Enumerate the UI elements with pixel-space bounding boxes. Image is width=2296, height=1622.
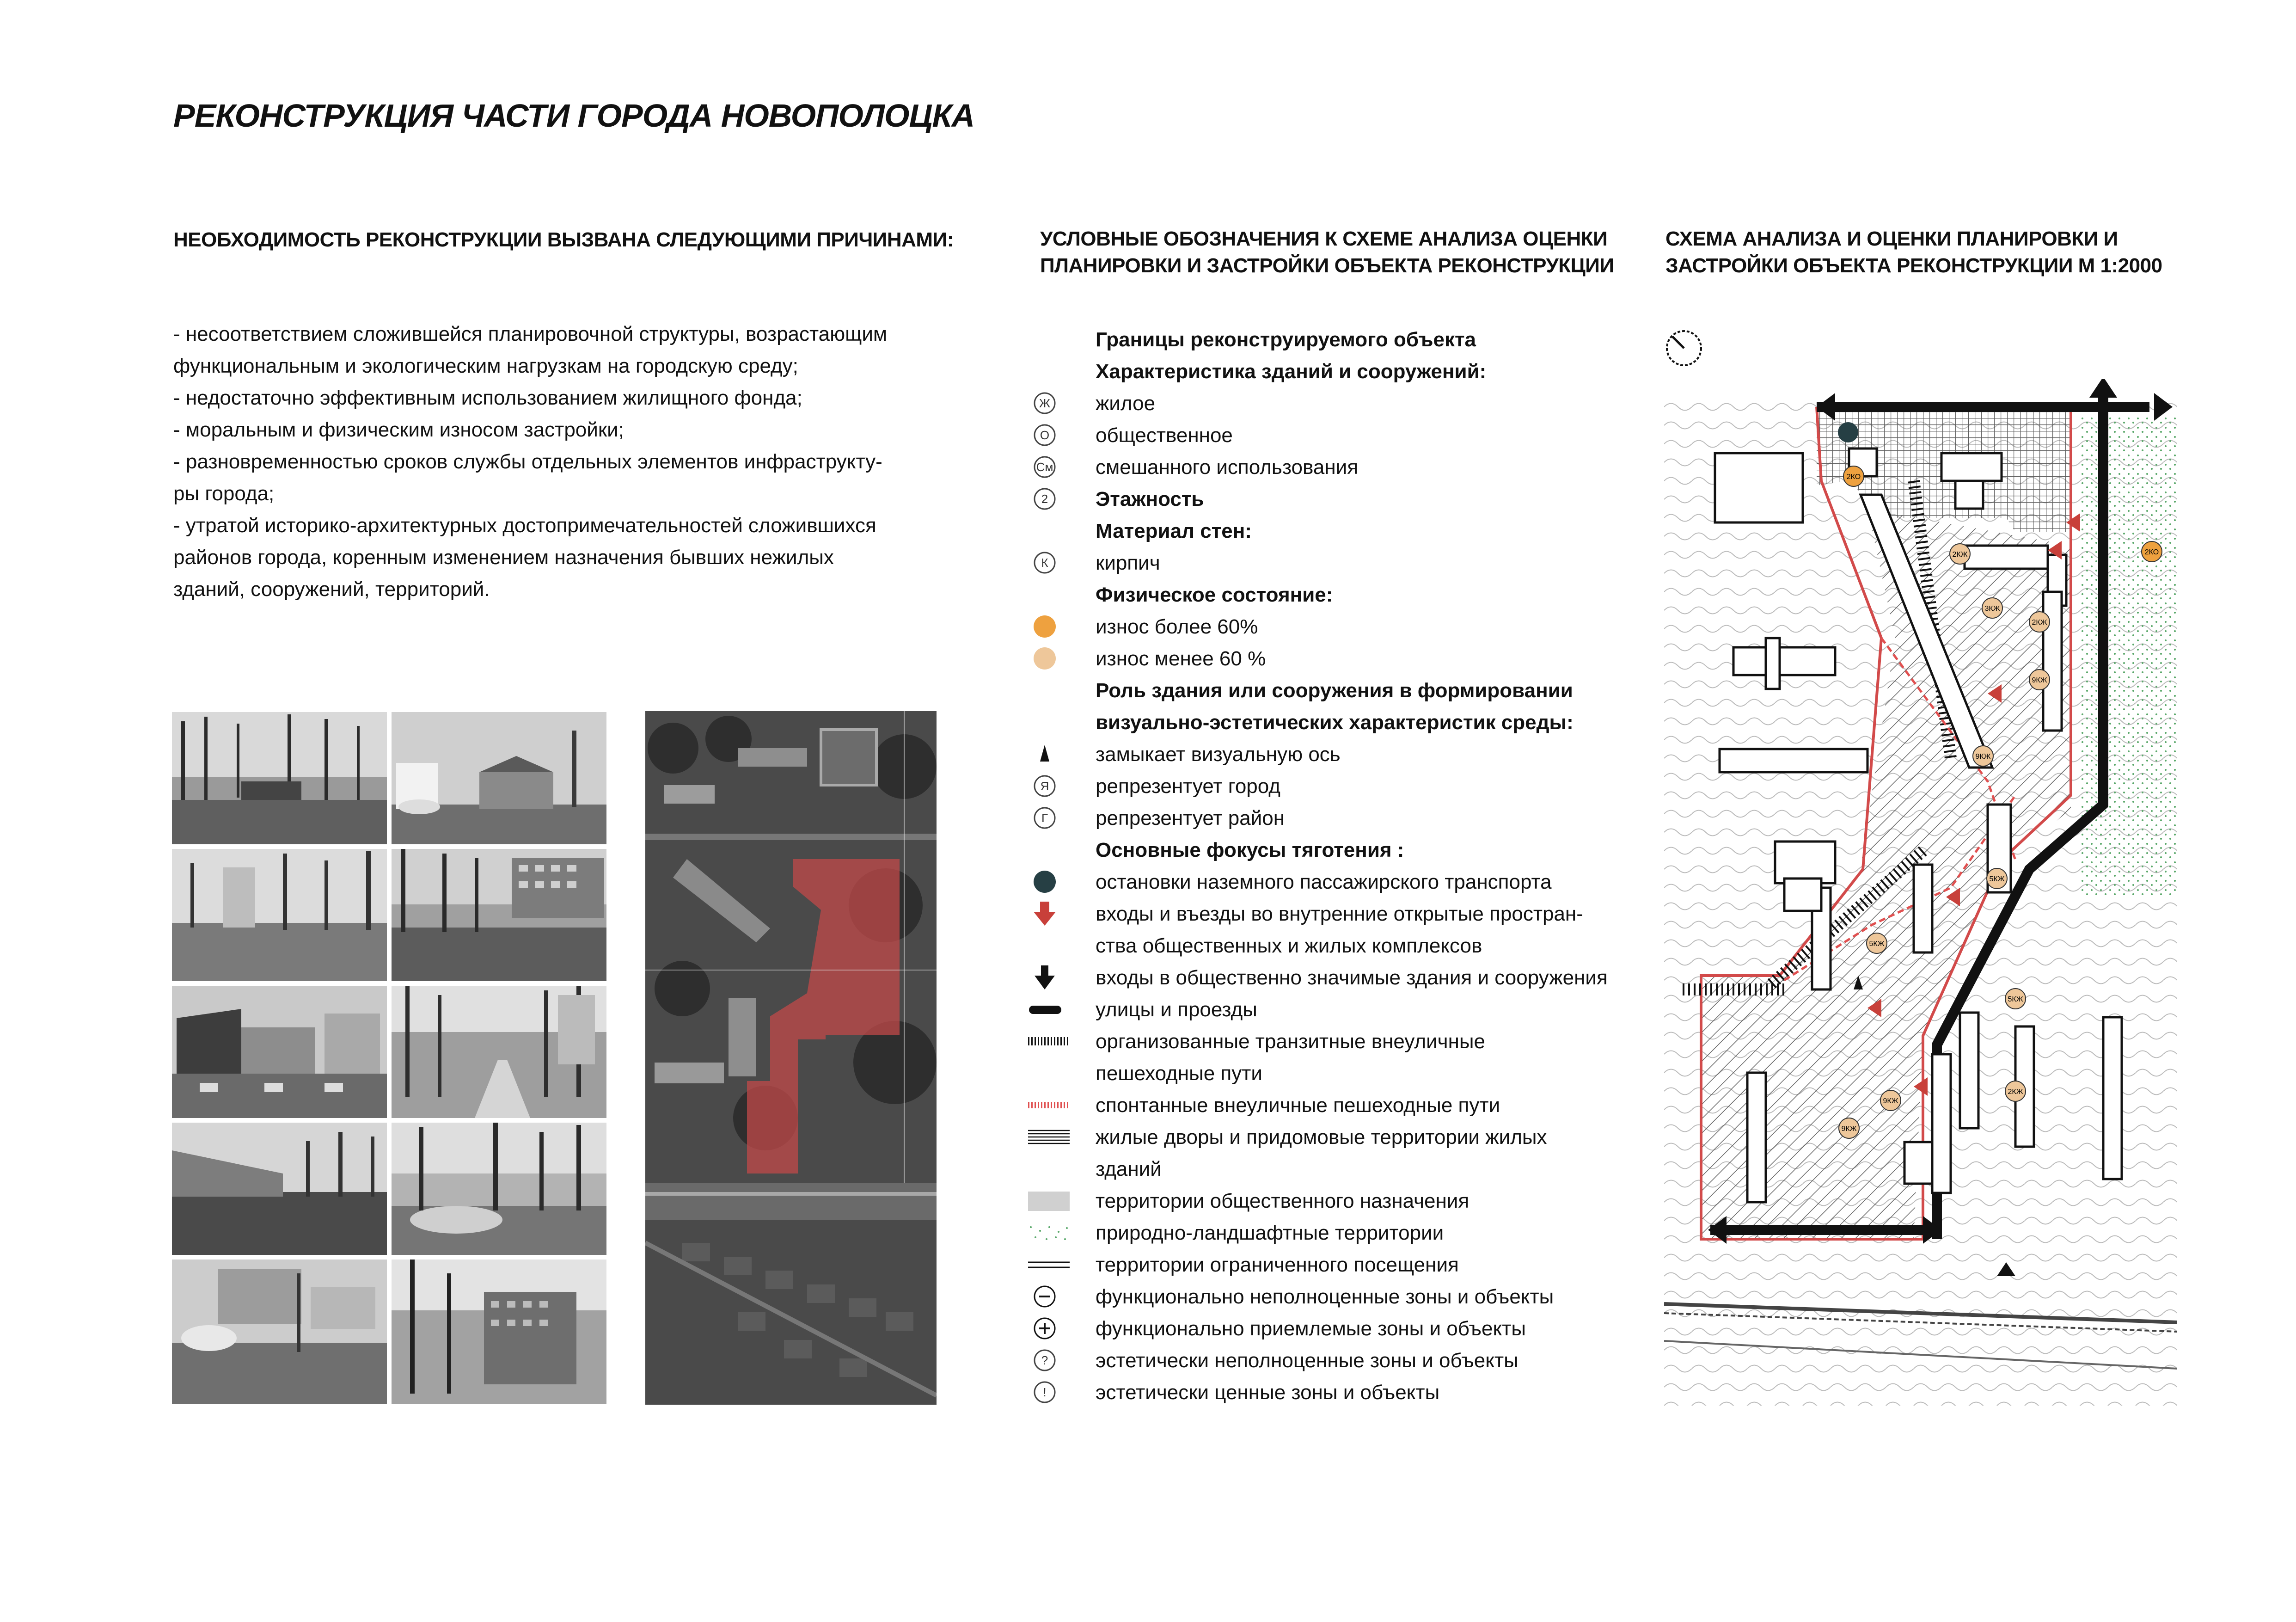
landscape-dots-icon [1026, 1217, 1071, 1249]
legend-spacer [1026, 579, 1071, 611]
legend-label: зданий [1096, 1158, 1162, 1180]
legend-item [1026, 1281, 1627, 1313]
legend-label: Характеристика зданий и сооружений: [1096, 360, 1487, 383]
circle-letter-icon [1026, 419, 1071, 451]
site-photo [392, 849, 606, 981]
building-marker-label: 2КО [2144, 548, 2159, 556]
circle-letter-icon [1026, 770, 1071, 802]
legend-glyph: См [1036, 460, 1053, 474]
legend-spacer [1026, 834, 1071, 866]
legend-label: пешеходные пути [1096, 1062, 1262, 1085]
legend-item [1026, 451, 1627, 483]
triangle-icon [1026, 738, 1071, 770]
building-marker-label: 9КЖ [1975, 753, 1991, 761]
legend-item [1026, 547, 1627, 579]
restricted-double-line-icon [1026, 1249, 1071, 1281]
courtyard-lines-icon [1026, 1121, 1071, 1153]
building-marker-label: 2КО [1846, 473, 1861, 481]
legend-item [1026, 898, 1627, 930]
legend-item [1026, 324, 1627, 356]
building-marker-label: 9КЖ [1841, 1125, 1857, 1133]
legend-label: спонтанные внеуличные пешеходные пути [1096, 1094, 1500, 1117]
legend-item [1026, 1313, 1627, 1345]
black-arrow-icon [1026, 962, 1071, 994]
legend-spacer [1026, 707, 1071, 738]
legend-glyph: К [1041, 556, 1048, 570]
legend-label: эстетически ценные зоны и объекты [1096, 1381, 1440, 1404]
photo-grid [172, 712, 606, 1404]
legend-glyph: ! [1043, 1385, 1047, 1399]
legend-item [1026, 1345, 1627, 1376]
legend-heading-2: ПЛАНИРОВКИ И ЗАСТРОЙКИ ОБЪЕКТА РЕКОНСТРУКЦИИ [1040, 254, 1614, 277]
building-marker-label: 9КЖ [1883, 1097, 1898, 1105]
building-marker-label: 9КЖ [2032, 676, 2047, 684]
legend-item [1026, 611, 1627, 643]
scheme-heading-2: ЗАСТРОЙКИ ОБЪЕКТА РЕКОНСТРУКЦИИ М 1:2000 [1665, 254, 2162, 277]
legend-label: Основные фокусы тяготения : [1096, 839, 1404, 861]
legend-item [1026, 738, 1627, 770]
reason-line: ры города; [173, 482, 275, 505]
site-photo [392, 712, 606, 844]
legend-label: Роль здания или сооружения в формировании [1096, 679, 1573, 702]
legend-item [1026, 483, 1627, 515]
legend-item [1026, 387, 1627, 419]
reason-line: - утратой историко-архитектурных достопримечательностей сложившихся [173, 514, 876, 537]
spontaneous-hatch-icon [1026, 1089, 1071, 1121]
legend-glyph: ? [1041, 1353, 1048, 1367]
legend-item [1026, 802, 1627, 834]
legend-glyph: Я [1040, 779, 1049, 793]
site-photo [392, 1260, 606, 1404]
site-photo [172, 712, 387, 844]
legend-label: репрезентует район [1096, 807, 1285, 829]
legend-label: входы и въезды во внутренние открытые простран- [1096, 903, 1583, 925]
legend-label: визуально-эстетических характеристик среды: [1096, 711, 1574, 734]
aerial-map [645, 711, 937, 1405]
street-bar-icon [1026, 994, 1071, 1026]
legend-item [1026, 1026, 1627, 1057]
building-marker-label: 5КЖ [2008, 995, 2023, 1003]
circle-letter-icon [1026, 1345, 1071, 1376]
building-marker-label: 5КЖ [1869, 940, 1885, 948]
legend-label: природно-ландшафтные территории [1096, 1222, 1444, 1244]
legend-label: замыкает визуальную ось [1096, 743, 1341, 766]
circle-letter-icon [1026, 451, 1071, 483]
legend-item [1026, 866, 1627, 898]
circle-letter-icon [1026, 1376, 1071, 1408]
legend-spacer [1026, 356, 1071, 387]
legend-glyph: Г [1041, 811, 1048, 825]
site-photo [172, 1260, 387, 1404]
legend-label: смешанного использования [1096, 456, 1359, 479]
legend-spacer [1026, 1153, 1071, 1185]
compass-icon [1663, 327, 1705, 369]
reason-line: функциональным и экологическим нагрузкам на городскую среду; [173, 355, 798, 377]
site-photo [392, 1123, 606, 1255]
legend-item [1026, 770, 1627, 802]
legend-item [1026, 1185, 1627, 1217]
legend-label: эстетически неполноценные зоны и объекты [1096, 1349, 1518, 1372]
reason-line: зданий, сооружений, территорий. [173, 578, 490, 601]
site-photo [172, 1123, 387, 1255]
legend-glyph: О [1040, 428, 1050, 442]
legend-label: износ менее 60 % [1096, 647, 1266, 670]
reason-line: - моральным и физическим износом застройки; [173, 418, 624, 441]
legend-item [1026, 962, 1627, 994]
legend-label: Физическое состояние: [1096, 584, 1333, 606]
legend-label: остановки наземного пассажирского транспорта [1096, 871, 1552, 893]
legend-glyph: Ж [1039, 396, 1051, 410]
legend-item [1026, 356, 1627, 387]
legend-label: кирпич [1096, 552, 1160, 574]
peach-dot-icon [1026, 643, 1071, 675]
legend-item [1026, 1057, 1627, 1089]
legend-label: износ более 60% [1096, 615, 1258, 638]
legend-item [1026, 515, 1627, 547]
legend-label: территории общественного назначения [1096, 1190, 1469, 1212]
legend-spacer [1026, 515, 1071, 547]
site-photo [172, 849, 387, 981]
legend-item [1026, 994, 1627, 1026]
circle-minus-icon [1026, 1281, 1071, 1313]
circle-letter-icon [1026, 387, 1071, 419]
legend-label: ства общественных и жилых комплексов [1096, 934, 1482, 957]
legend-item [1026, 1121, 1627, 1153]
legend-item [1026, 675, 1627, 707]
legend-label: территории ограниченного посещения [1096, 1253, 1459, 1276]
site-photo [172, 986, 387, 1118]
legend-item [1026, 579, 1627, 611]
legend-label: улицы и проезды [1096, 998, 1257, 1021]
legend-item [1026, 707, 1627, 738]
teal-dot-icon [1026, 866, 1071, 898]
building-marker-label: 5КЖ [1989, 875, 2005, 883]
circle-letter-icon [1026, 483, 1071, 515]
building-marker-label: 3КЖ [1984, 605, 2000, 613]
legend-item [1026, 930, 1627, 962]
transit-hatch-icon [1026, 1026, 1071, 1057]
legend-label: Материал стен: [1096, 520, 1252, 542]
legend-spacer [1026, 675, 1071, 707]
legend-label: организованные транзитные внеуличные [1096, 1030, 1485, 1053]
orange-dot-icon [1026, 611, 1071, 643]
circle-letter-icon [1026, 547, 1071, 579]
legend-item [1026, 419, 1627, 451]
circle-plus-icon [1026, 1313, 1071, 1345]
legend-spacer [1026, 1057, 1071, 1089]
legend-item [1026, 1376, 1627, 1408]
legend-label: функционально приемлемые зоны и объекты [1096, 1317, 1526, 1340]
red-arrow-icon [1026, 898, 1071, 930]
scheme-heading-1: СХЕМА АНАЛИЗА И ОЦЕНКИ ПЛАНИРОВКИ И [1665, 227, 2118, 250]
reason-line: - несоответствием сложившейся планировочной структуры, возрастающим [173, 323, 888, 345]
reason-line: - разновременностью сроков службы отдельных элементов инфраструкту- [173, 450, 882, 473]
legend-spacer [1026, 324, 1071, 356]
public-area-swatch-icon [1026, 1185, 1071, 1217]
legend-label: жилые дворы и придомовые территории жилых [1096, 1126, 1547, 1149]
analysis-scheme-map [1664, 379, 2177, 1406]
legend-label: входы в общественно значимые здания и сооружения [1096, 966, 1608, 989]
legend-glyph: 2 [1041, 492, 1048, 506]
legend-spacer [1026, 930, 1071, 962]
legend-label: Границы реконструируемого объекта [1096, 328, 1476, 351]
reasons-heading: НЕОБХОДИМОСТЬ РЕКОНСТРУКЦИИ ВЫЗВАНА СЛЕДУЮЩИМИ ПРИЧИНАМИ: [173, 228, 954, 251]
site-photo [392, 986, 606, 1118]
reason-line: районов города, коренным изменением назначения бывших нежилых [173, 546, 834, 569]
legend-item [1026, 643, 1627, 675]
reasons-list [173, 318, 913, 605]
legend-item [1026, 1217, 1627, 1249]
legend-label: репрезентует город [1096, 775, 1280, 798]
building-marker-label: 2КЖ [1952, 551, 1968, 559]
circle-letter-icon [1026, 802, 1071, 834]
legend-label: функционально неполноценные зоны и объекты [1096, 1285, 1554, 1308]
legend-item [1026, 1153, 1627, 1185]
legend-item [1026, 1089, 1627, 1121]
legend-label: общественное [1096, 424, 1233, 447]
reason-line: - недостаточно эффективным использованием жилищного фонда; [173, 387, 802, 409]
legend-label: жилое [1096, 392, 1156, 415]
legend-item [1026, 1249, 1627, 1281]
page-title: РЕКОНСТРУКЦИЯ ЧАСТИ ГОРОДА НОВОПОЛОЦКА [173, 98, 975, 134]
legend-item [1026, 834, 1627, 866]
building-marker-label: 2КЖ [2008, 1088, 2023, 1096]
legend-heading-1: УСЛОВНЫЕ ОБОЗНАЧЕНИЯ К СХЕМЕ АНАЛИЗА ОЦЕНКИ [1040, 227, 1608, 250]
building-marker-label: 2КЖ [2032, 619, 2047, 627]
legend-label: Этажность [1096, 488, 1204, 510]
